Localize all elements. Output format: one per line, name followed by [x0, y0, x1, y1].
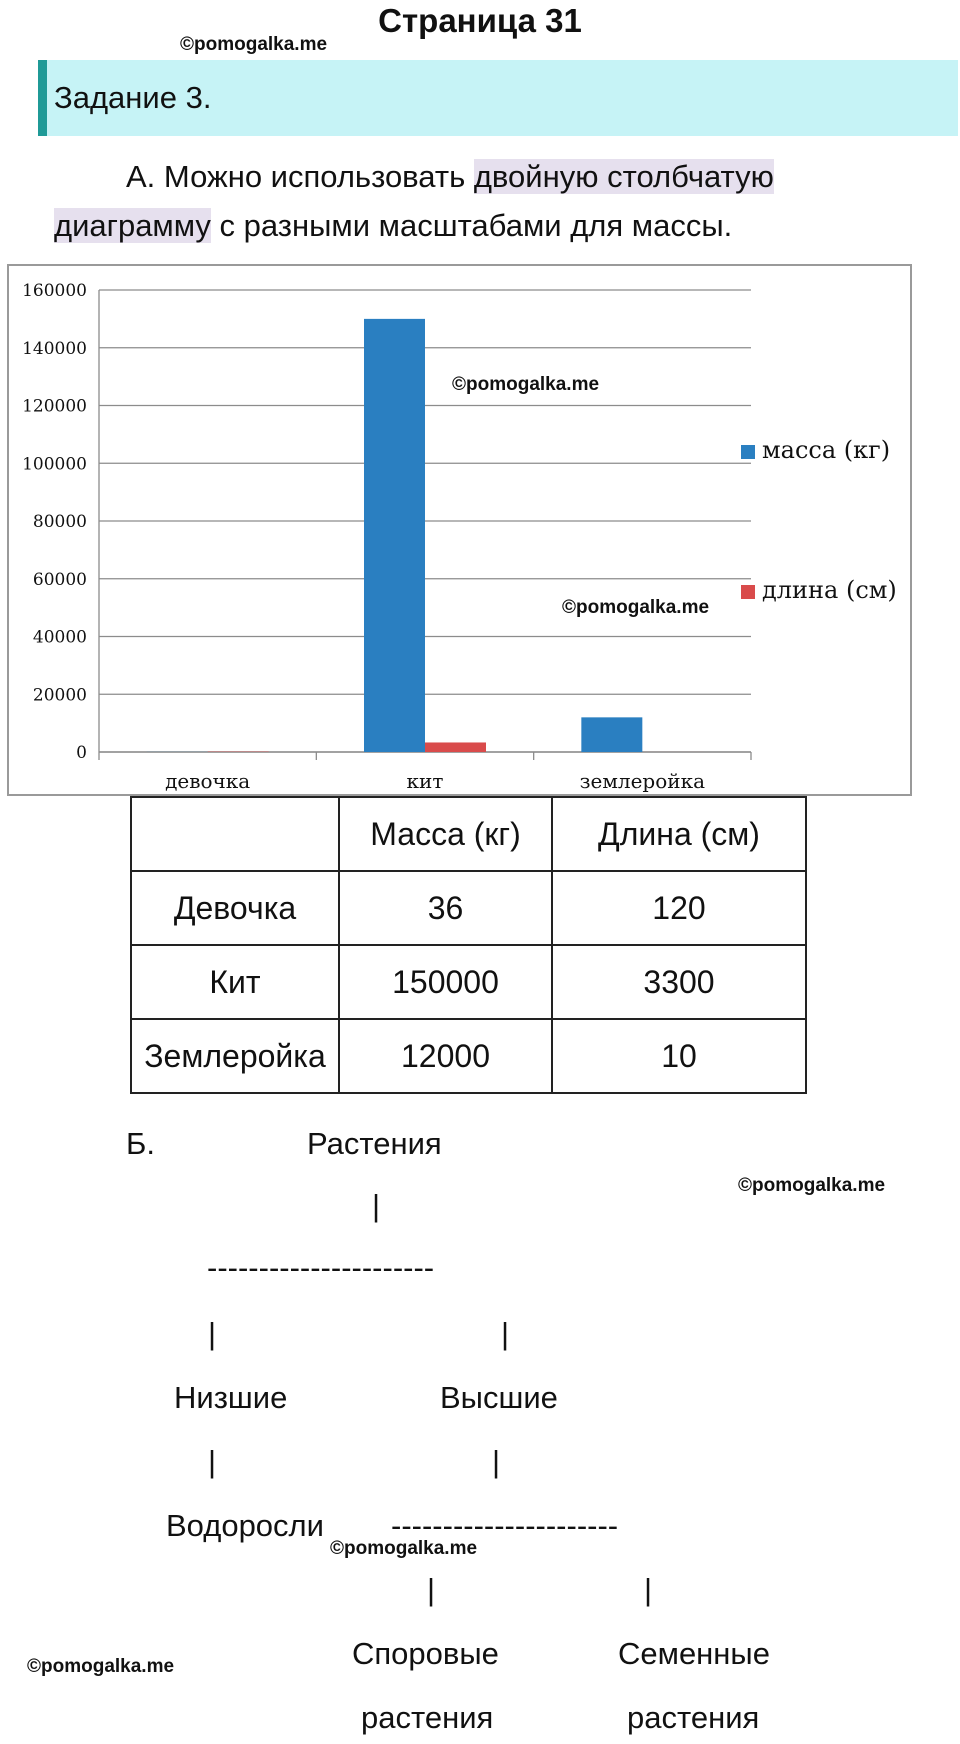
watermark: ©pomogalka.me — [180, 34, 328, 55]
tree-connector: | — [644, 1572, 653, 1607]
tree-node-spore-line1: Споровые — [352, 1636, 499, 1671]
table-cell: 150000 — [339, 945, 552, 1019]
table-cell: Кит — [131, 945, 339, 1019]
tree-connector: | — [501, 1316, 510, 1351]
page-title: Страница 31 — [378, 2, 582, 39]
y-tick-label: 0 — [76, 743, 87, 763]
tree-node-spore-line2: растения — [361, 1700, 494, 1735]
tree-node-seed-line2: растения — [627, 1700, 760, 1735]
y-tick-label: 160000 — [22, 281, 87, 301]
table-header-cell: Длина (см) — [552, 797, 806, 871]
tree-connector: | — [208, 1444, 217, 1479]
tree-node-higher: Высшие — [440, 1380, 558, 1415]
chart-frame — [7, 264, 912, 796]
table-row — [131, 871, 806, 945]
table-cell: Девочка — [131, 871, 339, 945]
task-label: Задание 3. — [54, 80, 212, 115]
y-tick-label: 20000 — [32, 685, 87, 706]
table-header-row — [131, 797, 806, 871]
legend-label: длина (см) — [762, 576, 897, 604]
y-tick-label: 60000 — [32, 569, 87, 590]
table-header-cell — [131, 797, 339, 871]
section-label: Б. — [126, 1126, 155, 1161]
table-row — [131, 1019, 806, 1093]
table-header-cell: Масса (кг) — [339, 797, 552, 871]
legend-label: масса (кг) — [762, 436, 891, 464]
y-tick-label: 40000 — [32, 627, 87, 648]
watermark: ©pomogalka.me — [738, 1175, 886, 1196]
data-table — [130, 796, 807, 1094]
legend-swatch — [741, 445, 755, 459]
tree-branch-line: ---------------------- — [207, 1250, 435, 1285]
table-cell: 3300 — [552, 945, 806, 1019]
task-highlight-1: двойную столбчатую — [473, 159, 774, 194]
watermark: ©pomogalka.me — [452, 374, 600, 395]
task-text — [54, 152, 934, 250]
watermark: ©pomogalka.me — [562, 597, 710, 618]
tree-node-algae: Водоросли — [166, 1508, 324, 1543]
tree-connector: | — [372, 1188, 381, 1223]
bar-mass-1 — [364, 319, 425, 752]
tree-node-lower: Низшие — [174, 1380, 288, 1415]
table-row — [131, 945, 806, 1019]
bar-mass-2 — [581, 717, 642, 752]
tree-connector: | — [492, 1444, 501, 1479]
y-tick-label: 120000 — [22, 396, 87, 417]
y-tick-label: 80000 — [32, 512, 87, 532]
task-text-suffix: с разными масштабами для массы. — [219, 208, 733, 243]
tree-connector: | — [427, 1572, 436, 1607]
table-cell: 12000 — [339, 1019, 552, 1093]
y-tick-label: 100000 — [22, 454, 87, 475]
table-cell: 10 — [552, 1019, 806, 1093]
tree-node-seed-line1: Семенные — [618, 1636, 770, 1671]
table-cell: Землеройка — [131, 1019, 339, 1093]
table-cell: 36 — [339, 871, 552, 945]
bar-length-1 — [425, 742, 486, 752]
tree-connector: | — [208, 1316, 217, 1351]
task-highlight-2: диаграмму — [54, 208, 211, 243]
table-cell: 120 — [552, 871, 806, 945]
task-text-prefix: А. Можно использовать — [126, 159, 466, 194]
y-tick-label: 140000 — [22, 338, 87, 359]
x-tick-label: землеройка — [579, 769, 706, 793]
x-tick-label: девочка — [165, 769, 251, 793]
legend-swatch — [741, 585, 755, 599]
tree-branch-line: ---------------------- — [391, 1508, 619, 1543]
x-tick-label: кит — [406, 769, 444, 793]
watermark: ©pomogalka.me — [330, 1538, 478, 1559]
tree-root: Растения — [307, 1126, 442, 1161]
bar-chart — [9, 266, 910, 794]
watermark: ©pomogalka.me — [27, 1656, 175, 1677]
